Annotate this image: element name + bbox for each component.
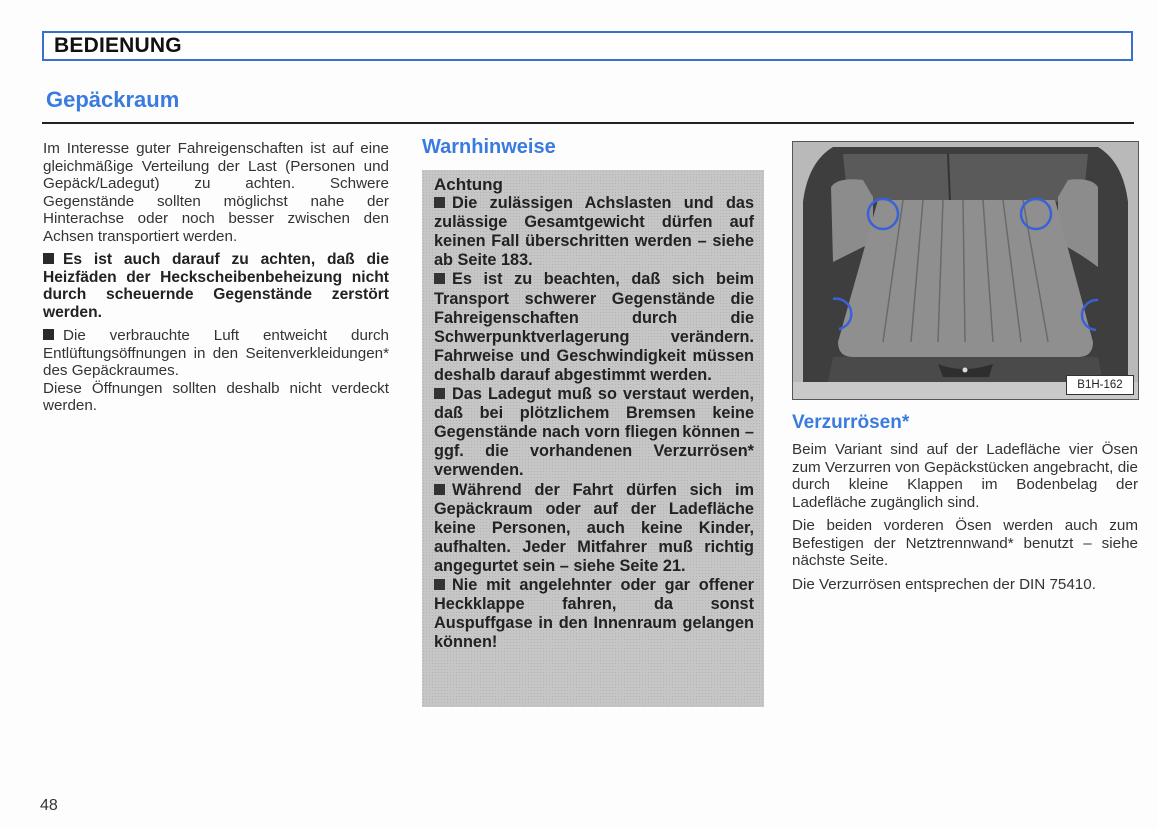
page-number: 48	[40, 797, 58, 814]
title-divider	[42, 122, 1134, 124]
trunk-illustration	[793, 142, 1138, 399]
luggage-compartment-figure	[792, 141, 1139, 400]
warnings-title: Warnhinweise	[422, 136, 556, 158]
warning-item	[434, 481, 754, 576]
bullet-square-icon	[434, 484, 445, 495]
warning-box	[422, 170, 764, 707]
paragraph: Die beiden vorderen Ösen werden auch zum Befestigen der Netztrennwand* benutzt – siehe nächste Seite.	[792, 517, 1138, 569]
warning-heading: Achtung	[434, 175, 503, 194]
vent-note-2: Diese Öffnungen sollten deshalb nicht verdeckt werden.	[43, 379, 389, 414]
left-column	[43, 140, 389, 421]
warning-item	[434, 576, 754, 652]
bullet-square-icon	[434, 273, 445, 284]
page-title: Gepäckraum	[46, 87, 180, 112]
warning-item-text: Das Ladegut muß so verstaut werden, daß bei plötzlichem Bremsen keine Gegenstände nach vorn fliegen können – ggf. die vorhandenen Verzurrösen* verwenden.	[434, 385, 754, 480]
right-column	[792, 441, 1138, 599]
bold-note	[43, 251, 389, 321]
figure-label: B1H-162	[1066, 375, 1134, 395]
warning-item-text: Nie mit angelehnter oder gar offener Heckklappe fahren, da sonst Auspuffgase in den Innenraum gelangen können!	[434, 575, 754, 652]
warning-item-text: Es ist zu beachten, daß sich beim Transport schwerer Gegenstände die Fahreigenschaften durch die Schwerpunktverlagerung verändern. Fahrweise und Geschwindigkeit müssen deshalb darauf abgestimmt werden.	[434, 270, 754, 384]
warning-item	[434, 270, 754, 385]
bullet-square-icon	[43, 253, 54, 264]
warning-item-text: Während der Fahrt dürfen sich im Gepäckraum oder auf der Ladefläche keine Personen, auch keine Kinder, aufhalten. Jeder Mitfahrer muß richtig angegurtet sein – siehe Seite 21.	[434, 480, 754, 575]
section-header-box	[42, 31, 1133, 61]
paragraph: Die Verzurrösen entsprechen der DIN 75410.	[792, 575, 1096, 593]
intro-paragraph: Im Interesse guter Fahreigenschaften ist auf eine gleichmäßige Verteilung der Last (Personen und Gepäck/Ladegut) zu achten. Schwere Gegenstände sollten möglichst nahe der Hinterachse oder noch besser zwischen den Achsen transportiert werden.	[43, 140, 389, 245]
warning-item	[434, 385, 754, 480]
bullet-square-icon	[434, 579, 445, 590]
section-label: BEDIENUNG	[54, 34, 182, 57]
bold-note-text: Es ist auch darauf zu achten, daß die Heizfäden der Heckscheibenbeheizung nicht durch scheuernde Gegenstände zerstört werden.	[43, 251, 389, 321]
bullet-square-icon	[434, 197, 445, 208]
lashing-eyes-title: Verzurrösen*	[792, 412, 910, 433]
warning-item-text: Die zulässigen Achslasten und das zulässige Gesamtgewicht dürfen auf keinen Fall überschritten werden – siehe ab Seite 183.	[434, 194, 754, 270]
bullet-square-icon	[43, 329, 54, 340]
warning-item	[434, 194, 754, 270]
vent-note	[43, 327, 389, 380]
bullet-square-icon	[434, 388, 445, 399]
paragraph: Beim Variant sind auf der Ladefläche vier Ösen zum Verzurren von Gepäckstücken angebracht, die durch kleine Klappen im Bodenbelag der Ladefläche zugänglich sind.	[792, 441, 1138, 511]
vent-note-text: Die verbrauchte Luft entweicht durch Entlüftungsöffnungen in den Seitenverkleidungen* des Gepäckraumes.	[43, 327, 389, 379]
